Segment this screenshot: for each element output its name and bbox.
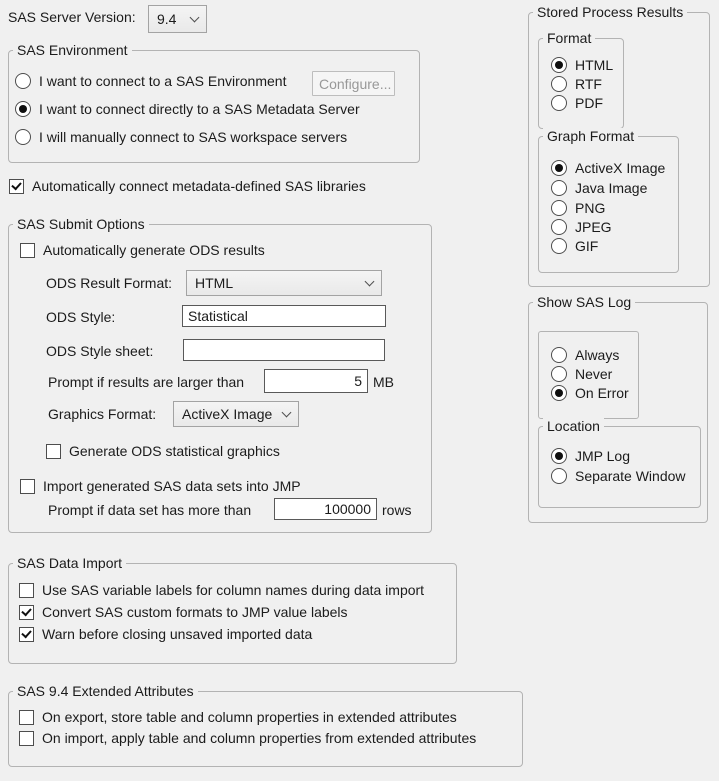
server-version-dropdown[interactable] [148, 5, 207, 33]
sas-submit-options-title: SAS Submit Options [13, 216, 149, 233]
prompt-rows-count-input[interactable] [274, 498, 377, 520]
radio-row-log-never[interactable] [551, 366, 612, 382]
radio-label: I will manually connect to SAS workspace servers [39, 129, 348, 145]
radio-button [551, 95, 567, 111]
graphics-format-label: Graphics Format: [48, 406, 157, 422]
radio-label: PDF [575, 95, 603, 111]
checkbox-row-import-datasets[interactable] [20, 478, 301, 494]
checkbox-row-convert-formats[interactable] [19, 604, 348, 620]
radio-button [551, 347, 567, 363]
format-title: Format [543, 30, 595, 47]
show-sas-log-title: Show SAS Log [533, 294, 635, 311]
radio-label: JMP Log [575, 448, 630, 464]
checkbox [46, 444, 61, 459]
ods-style-input[interactable] [182, 305, 386, 327]
radio-label: Always [575, 347, 620, 363]
checkbox-label: Import generated SAS data sets into JMP [43, 478, 301, 494]
checkbox [19, 710, 34, 725]
radio-button [551, 366, 567, 382]
radio-row-location-separate-window[interactable] [551, 468, 686, 484]
radio-row-graph-png[interactable] [551, 200, 605, 216]
checkbox-row-auto-generate-ods[interactable] [20, 242, 265, 258]
ods-result-format-value: HTML [195, 275, 234, 291]
radio-row-manual-workspace-servers[interactable] [15, 129, 347, 145]
stored-process-results-title: Stored Process Results [533, 4, 687, 21]
radio-row-format-pdf[interactable] [551, 95, 603, 111]
server-version-label: SAS Server Version: [8, 9, 136, 25]
checkbox-row-generate-ods-graphics[interactable] [46, 443, 280, 459]
checkbox [20, 243, 35, 258]
radio-row-connect-metadata-server[interactable] [15, 101, 360, 117]
checkbox-row-auto-connect-libraries[interactable] [9, 178, 366, 194]
format-group [538, 30, 624, 129]
radio-label: On Error [575, 385, 629, 401]
checkbox-label: On import, apply table and column properties from extended attributes [42, 730, 477, 746]
stored-process-results-group [528, 4, 710, 287]
sas-submit-options-group [8, 216, 432, 533]
ods-style-sheet-label: ODS Style sheet: [46, 343, 154, 359]
checkbox-label: Warn before closing unsaved imported data [42, 626, 313, 642]
radio-label: ActiveX Image [575, 160, 666, 176]
radio-label: Separate Window [575, 468, 686, 484]
radio-row-graph-activex[interactable] [551, 160, 665, 176]
checkbox-row-warn-closing[interactable] [19, 626, 312, 642]
graph-format-title: Graph Format [543, 128, 638, 145]
radio-label: Java Image [575, 180, 648, 196]
server-version-value: 9.4 [157, 11, 177, 27]
radio-row-format-rtf[interactable] [551, 76, 602, 92]
radio-button [15, 101, 31, 117]
radio-button [551, 219, 567, 235]
radio-label: RTF [575, 76, 602, 92]
checkbox [9, 179, 24, 194]
location-title: Location [543, 418, 604, 435]
log-when-group [538, 331, 639, 419]
radio-row-connect-environment[interactable] [15, 73, 286, 89]
prompt-rows-unit: rows [382, 502, 412, 518]
radio-button [551, 448, 567, 464]
prompt-rows-label: Prompt if data set has more than [48, 502, 252, 518]
radio-button [551, 57, 567, 73]
checkbox-label: Use SAS variable labels for column names during data import [42, 582, 425, 598]
show-sas-log-group [528, 294, 708, 523]
checkbox-label: Generate ODS statistical graphics [69, 443, 280, 459]
radio-row-location-jmp-log[interactable] [551, 448, 630, 464]
checkbox-label: On export, store table and column properties in extended attributes [42, 709, 457, 725]
graph-format-group [538, 128, 679, 273]
prompt-results-label: Prompt if results are larger than [48, 374, 245, 390]
radio-row-graph-java[interactable] [551, 180, 647, 196]
radio-label: I want to connect to a SAS Environment [39, 73, 287, 89]
extended-attributes-group [8, 683, 523, 767]
chevron-down-icon [282, 407, 292, 417]
radio-button [551, 468, 567, 484]
ods-result-format-dropdown[interactable] [186, 270, 382, 296]
checkbox-label: Automatically connect metadata-defined SAS libraries [32, 178, 366, 194]
radio-label: GIF [575, 238, 599, 254]
location-group [538, 418, 701, 508]
checkbox [19, 583, 34, 598]
radio-button [15, 129, 31, 145]
radio-label: I want to connect directly to a SAS Metadata Server [39, 101, 360, 117]
sas-data-import-title: SAS Data Import [13, 555, 126, 572]
radio-row-graph-jpeg[interactable] [551, 219, 612, 235]
radio-button [551, 200, 567, 216]
checkbox-row-import-extended-attributes[interactable] [19, 730, 476, 746]
radio-row-log-always[interactable] [551, 347, 619, 363]
ods-style-sheet-input[interactable] [183, 339, 385, 361]
radio-label: Never [575, 366, 613, 382]
radio-button [551, 238, 567, 254]
radio-button [15, 73, 31, 89]
radio-row-graph-gif[interactable] [551, 238, 598, 254]
radio-label: PNG [575, 200, 606, 216]
checkbox [19, 627, 34, 642]
prompt-results-size-input[interactable] [264, 369, 368, 393]
sas-data-import-group [8, 555, 457, 664]
checkbox-label: Automatically generate ODS results [43, 242, 265, 258]
graphics-format-value: ActiveX Image [182, 406, 273, 422]
checkbox [19, 731, 34, 746]
chevron-down-icon [365, 276, 375, 286]
radio-label: HTML [575, 57, 614, 73]
configure-button[interactable]: Configure... [312, 71, 395, 96]
ods-style-label: ODS Style: [46, 309, 116, 325]
radio-button [551, 385, 567, 401]
checkbox-label: Convert SAS custom formats to JMP value labels [42, 604, 348, 620]
checkbox [20, 479, 35, 494]
checkbox-row-export-extended-attributes[interactable] [19, 709, 457, 725]
checkbox-row-variable-labels[interactable] [19, 582, 424, 598]
sas-environment-group [8, 42, 420, 163]
sas-environment-title: SAS Environment [13, 42, 132, 59]
radio-row-format-html[interactable] [551, 57, 613, 73]
radio-button [551, 180, 567, 196]
prompt-results-unit: MB [373, 374, 394, 390]
extended-attributes-title: SAS 9.4 Extended Attributes [13, 683, 198, 700]
radio-row-log-on-error[interactable] [551, 385, 629, 401]
radio-button [551, 76, 567, 92]
checkbox [19, 605, 34, 620]
graphics-format-dropdown[interactable] [173, 401, 299, 427]
ods-result-format-label: ODS Result Format: [46, 275, 173, 291]
radio-button [551, 160, 567, 176]
radio-label: JPEG [575, 219, 612, 235]
chevron-down-icon [190, 12, 200, 22]
